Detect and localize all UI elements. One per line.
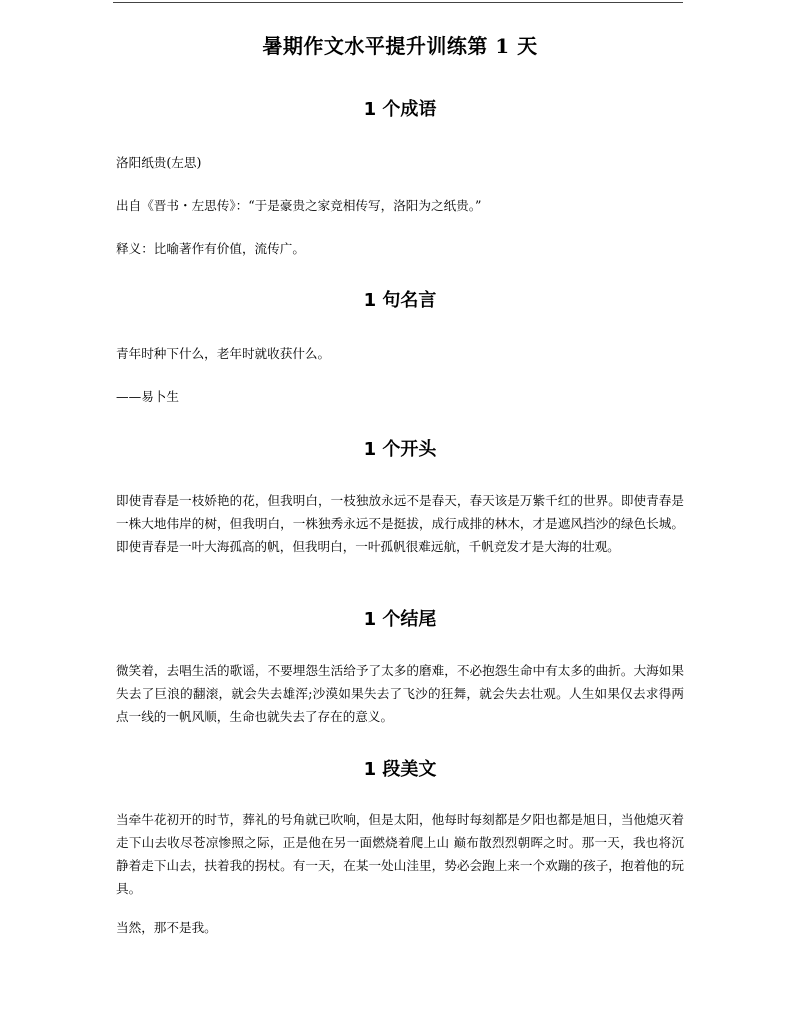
ending-heading: 1 个结尾	[363, 609, 437, 630]
passage-text: 当牵牛花初开的时节，葬礼的号角就已吹响，但是太阳，他每时每刻都是夕阳也都是旭日，当他熄灭着走下山去收尽苍凉惨照之际，正是他在另一面燃烧着爬上山 巅布散烈烈朝晖之时。那一天，我也将沉静着走下山去，扶着我的拐杖。有一天，在某一处山洼里，势必会跑上来一个欢蹦的孩子，抱着他的玩具。	[116, 812, 684, 896]
ending-text: 微笑着，去唱生活的歌谣，不要埋怨生活给予了太多的磨难，不必抱怨生命中有太多的曲折。大海如果失去了巨浪的翻滚，就会失去雄浑;沙漠如果失去了飞沙的狂舞，就会失去壮观。人生如果仅去求得两点一线的一帆风顺，生命也就失去了存在的意义。	[116, 663, 684, 724]
quote-author: ——易卜生	[116, 389, 179, 404]
opening-heading: 1 个开头	[363, 439, 437, 460]
passage-heading: 1 段美文	[363, 759, 437, 780]
idiom-name: 洛阳纸贵(左思)	[116, 155, 202, 170]
header-rule	[113, 2, 683, 3]
quote-text: 青年时种下什么，老年时就收获什么。	[116, 346, 331, 361]
passage-closing: 当然，那不是我。	[116, 920, 217, 935]
idiom-heading: 1 个成语	[363, 99, 437, 120]
idiom-meaning: 释义：比喻著作有价值，流传广。	[116, 241, 305, 256]
opening-text: 即使青春是一枝娇艳的花，但我明白，一枝独放永远不是春天，春天该是万紫千红的世界。即使青春是一株大地伟岸的树，但我明白，一株独秀永远不是挺拔，成行成排的林木，才是遮风挡沙的绿色长城。即使青春是一叶大海孤高的帆，但我明白，一叶孤帆很难远航，千帆竞发才是大海的壮观。	[116, 493, 684, 554]
document-title: 暑期作文水平提升训练第 1 天	[262, 34, 538, 58]
quote-heading: 1 句名言	[363, 290, 437, 311]
idiom-source: 出自《晋书・左思传》：“于是豪贵之家竞相传写，洛阳为之纸贵。”	[116, 198, 482, 213]
